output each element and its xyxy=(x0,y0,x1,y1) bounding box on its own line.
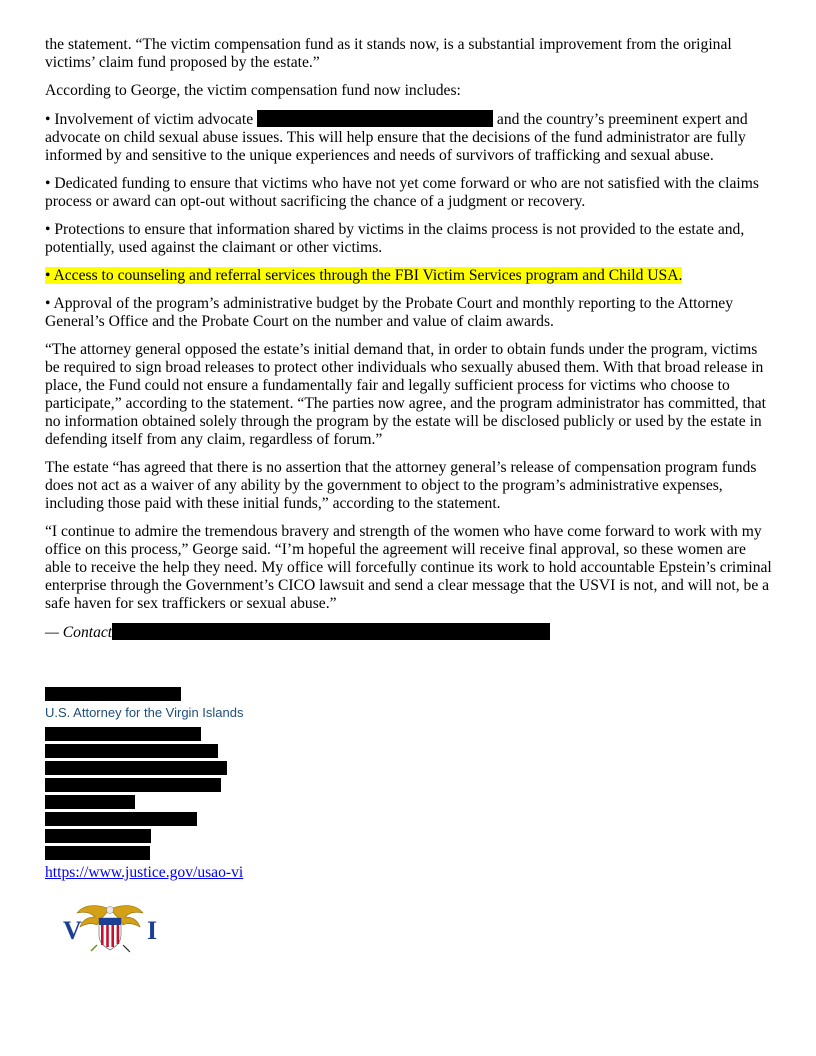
redaction-bar xyxy=(45,761,227,775)
paragraph-statement: the statement. “The victim compensation fund as it stands now, is a substantial improvement from the original victims’ claim fund proposed by the estate.” xyxy=(45,36,732,71)
bullet-dedicated-funding: • Dedicated funding to ensure that victims who have not yet come forward or who are not satisfied with the claims process or award can opt-out without sacrificing the chance of a judgment or recovery. xyxy=(45,175,759,210)
redaction-bar xyxy=(45,829,151,843)
contact-prefix: — Contact xyxy=(45,624,113,641)
redaction-bar xyxy=(45,744,218,758)
paragraph-estate-agreement: The estate “has agreed that there is no assertion that the attorney general’s release of compensation program funds does not act as a waiver of any ability by the government to object to the program’s administrative expenses, including those paid with these initial funds,” according to the statement. xyxy=(45,459,757,512)
seal-icon xyxy=(55,895,165,965)
bullet-budget-approval: • Approval of the program’s administrative budget by the Probate Court and monthly reporting to the Attorney General’s Office and the Probate Court on the number and value of claim awards. xyxy=(45,295,733,330)
redaction-bar xyxy=(45,778,221,792)
redaction-bar xyxy=(112,623,550,640)
contact-line xyxy=(45,623,773,642)
bullet-victim-advocate-start: • Involvement of victim advocate xyxy=(45,111,258,128)
website-link[interactable]: https://www.justice.gov/usao-vi xyxy=(45,864,244,881)
signature-office: U.S. Attorney for the Virgin Islands xyxy=(45,705,244,720)
redaction-bar xyxy=(257,110,493,127)
bullet-protections: • Protections to ensure that information shared by victims in the claims process is not provided to the estate and, potentially, used against the claimant or other victims. xyxy=(45,221,745,256)
redaction-bar xyxy=(45,846,150,860)
seal-letter-i: I xyxy=(147,916,158,945)
email-signature xyxy=(45,687,445,882)
virgin-islands-seal-logo xyxy=(55,895,165,965)
redaction-bar xyxy=(45,795,135,809)
redaction-bar xyxy=(45,812,197,826)
bullet-victim-advocate xyxy=(45,110,773,165)
bullet-counseling-access xyxy=(45,267,773,285)
redaction-bar xyxy=(45,687,181,701)
article-body xyxy=(45,36,773,642)
redaction-bar xyxy=(45,727,201,741)
paragraph-george-quote: “I continue to admire the tremendous bravery and strength of the women who have come forward to work with my office on this process,” George said. “I’m hopeful the agreement will receive final approval, so these women are able to receive the help they need. My office will forcefully continue its work to hold accountable Epstein’s criminal enterprise through the Government’s CICO lawsuit and send a clear message that the USVI is not, and will not, be a safe haven for sex traffickers or sexual abuse.” xyxy=(45,523,772,612)
highlighted-text: • Access to counseling and referral services through the FBI Victim Services program and Child USA. xyxy=(45,267,683,284)
paragraph-fund-intro: According to George, the victim compensation fund now includes: xyxy=(45,82,461,99)
seal-letter-v: V xyxy=(63,916,82,945)
paragraph-attorney-general: “The attorney general opposed the estate’s initial demand that, in order to obtain funds under the program, victims be required to sign broad releases to protect other individuals who sexually abused them. With that broad release in place, the Fund could not ensure a fundamentally fair and legally sufficient process for victims who choose to participate,” according to the statement. “The parties now agree, and the program administrator has committed, that no information obtained solely through the program by the estate will be disclosed publicly or used by the estate in defending itself from any claim, regardless of forum.” xyxy=(45,341,766,448)
bullet-victim-advocate-end: and the country’s preeminent expert and advocate on child sexual abuse issues. This will help ensure that the decisions of the fund administrator are fully informed by and sensitive to the unique experiences and needs of survivors of trafficking and sexual abuse. xyxy=(45,111,748,164)
